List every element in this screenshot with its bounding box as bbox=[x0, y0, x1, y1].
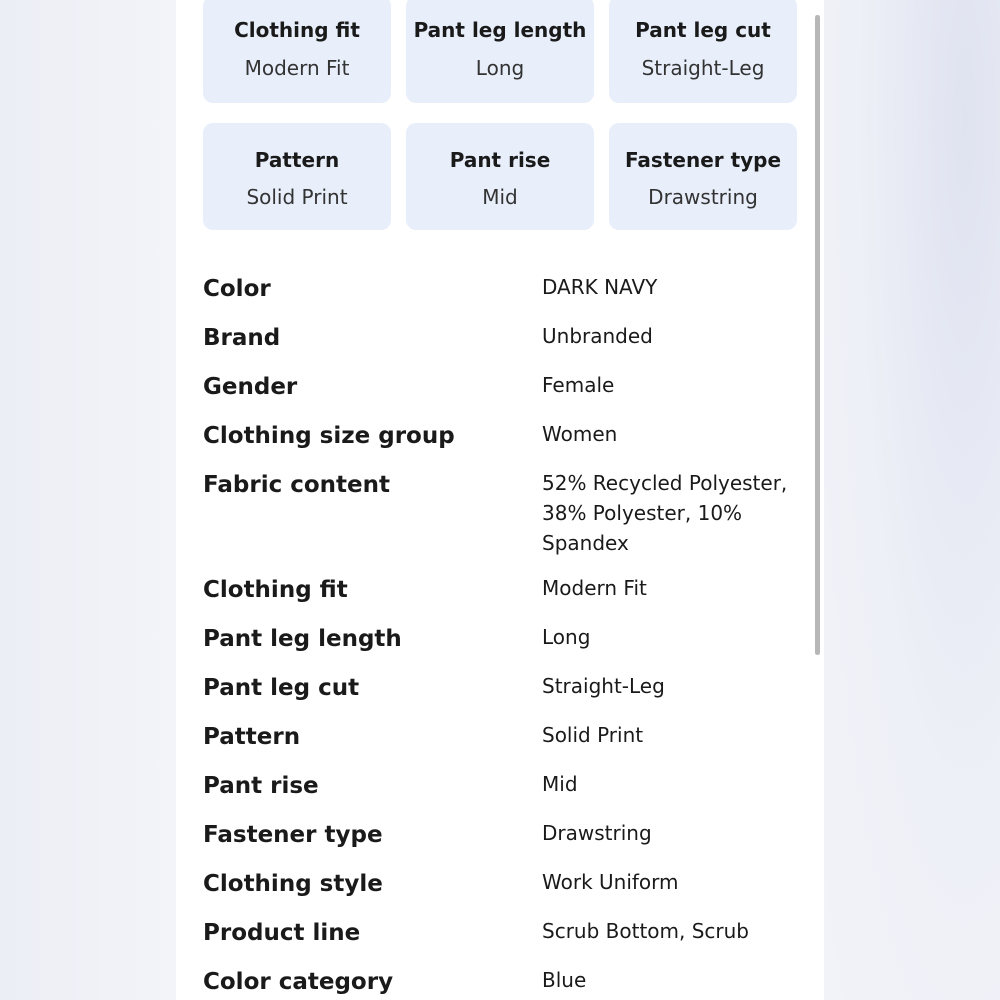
spec-value: Straight-Leg bbox=[542, 674, 665, 698]
highlight-chip-value: Solid Print bbox=[246, 185, 348, 209]
spec-label: Product line bbox=[203, 920, 361, 946]
spec-label: Pant leg length bbox=[203, 626, 402, 652]
product-specifications-panel bbox=[176, 0, 824, 1000]
highlight-chip-value: Modern Fit bbox=[244, 56, 350, 80]
spec-label: Pant rise bbox=[203, 773, 319, 799]
spec-value: Modern Fit bbox=[542, 576, 647, 600]
spec-row-pant-leg-cut bbox=[203, 671, 793, 705]
spec-label: Color category bbox=[203, 969, 394, 995]
highlight-chip-label: Pattern bbox=[254, 148, 340, 172]
highlight-chip-pant-leg-cut bbox=[609, 0, 797, 103]
highlight-chip-value: Mid bbox=[482, 185, 518, 209]
spec-row-fastener-type bbox=[203, 818, 793, 852]
spec-value: Female bbox=[542, 373, 615, 397]
spec-value: Scrub Bottom, Scrub bbox=[542, 919, 750, 943]
spec-value: Women bbox=[542, 422, 618, 446]
spec-row-fabric-content bbox=[203, 468, 793, 558]
highlight-chip-label: Pant rise bbox=[449, 148, 551, 172]
highlight-chip-label: Pant leg length bbox=[413, 18, 587, 42]
spec-row-pant-leg-length bbox=[203, 622, 793, 656]
spec-value: Mid bbox=[542, 772, 578, 796]
spec-row-brand bbox=[203, 321, 793, 355]
spec-row-color-category bbox=[203, 965, 793, 999]
spec-value: Unbranded bbox=[542, 324, 653, 348]
spec-label: Gender bbox=[203, 374, 298, 400]
scrollbar-thumb[interactable] bbox=[815, 15, 820, 655]
spec-label: Clothing size group bbox=[203, 423, 455, 449]
highlight-chip-label: Clothing fit bbox=[234, 18, 360, 42]
spec-label: Pattern bbox=[203, 724, 301, 750]
highlight-chip-pant-leg-length bbox=[406, 0, 594, 103]
spec-value: Long bbox=[542, 625, 591, 649]
page-background-left bbox=[0, 0, 176, 1000]
spec-row-product-line bbox=[203, 916, 793, 950]
spec-row-clothing-style bbox=[203, 867, 793, 901]
spec-row-clothing-fit bbox=[203, 573, 793, 607]
spec-row-color bbox=[203, 272, 793, 306]
specifications-list bbox=[203, 272, 793, 1000]
spec-label: Fabric content bbox=[203, 472, 390, 498]
highlight-chip-pant-rise bbox=[406, 123, 594, 230]
spec-row-pant-rise bbox=[203, 769, 793, 803]
spec-value: Blue bbox=[542, 968, 587, 992]
page-background-right bbox=[824, 0, 1000, 1000]
scrollbar-track[interactable] bbox=[815, 15, 820, 655]
highlight-chip-value: Long bbox=[475, 56, 525, 80]
spec-label: Pant leg cut bbox=[203, 675, 360, 701]
spec-row-clothing-size-group bbox=[203, 419, 793, 453]
spec-label: Clothing style bbox=[203, 871, 383, 897]
highlight-chip-clothing-fit bbox=[203, 0, 391, 103]
spec-row-pattern bbox=[203, 720, 793, 754]
spec-value: Solid Print bbox=[542, 723, 644, 747]
highlight-chip-pattern bbox=[203, 123, 391, 230]
spec-row-gender bbox=[203, 370, 793, 404]
highlight-chip-value: Drawstring bbox=[648, 185, 758, 209]
spec-value: DARK NAVY bbox=[542, 275, 658, 299]
spec-label: Color bbox=[203, 276, 271, 302]
spec-label: Fastener type bbox=[203, 822, 383, 848]
spec-value: Drawstring bbox=[542, 821, 652, 845]
highlight-chip-label: Pant leg cut bbox=[635, 18, 771, 42]
spec-value: 52% Recycled Polyester, 38% Polyester, 10% Spandex bbox=[542, 471, 788, 555]
spec-label: Clothing fit bbox=[203, 577, 348, 603]
highlight-chip-value: Straight-Leg bbox=[641, 56, 765, 80]
spec-label: Brand bbox=[203, 325, 281, 351]
highlight-chip-label: Fastener type bbox=[624, 148, 782, 172]
spec-value: Work Uniform bbox=[542, 870, 679, 894]
highlight-chip-fastener-type bbox=[609, 123, 797, 230]
